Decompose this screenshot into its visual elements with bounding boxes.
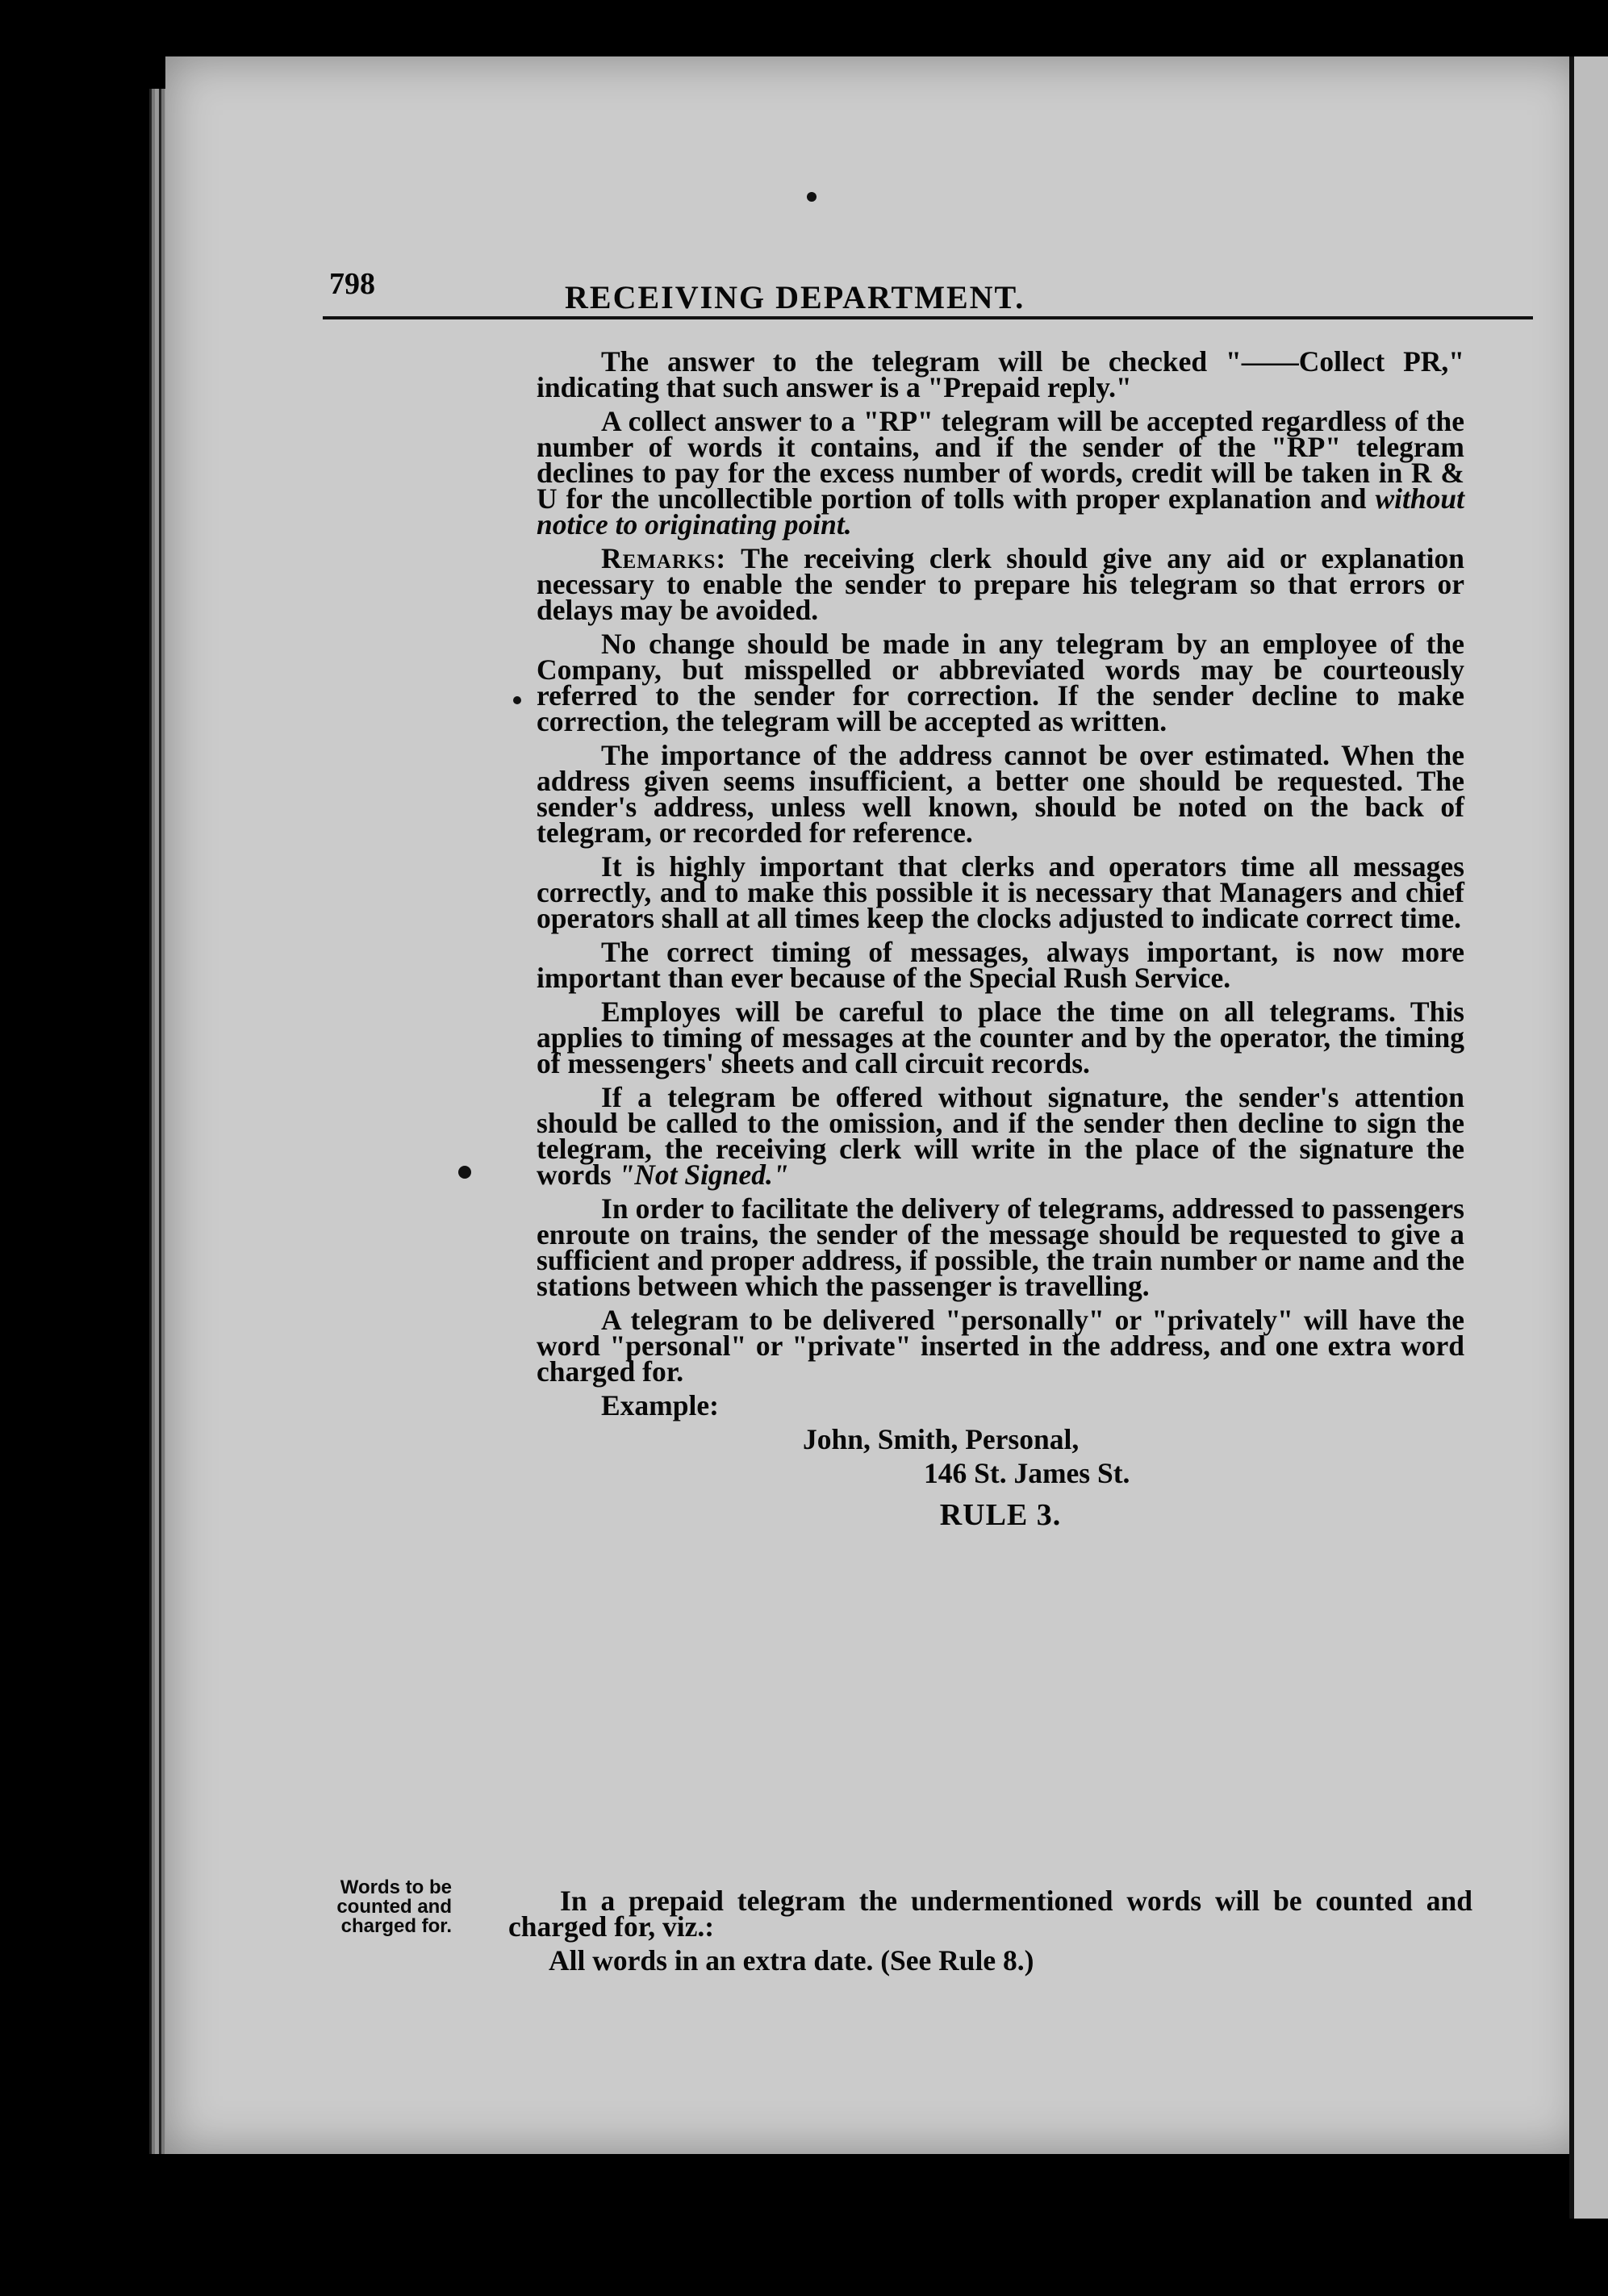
paragraph-signature-italic: "Not Signed." (618, 1158, 789, 1191)
paragraph-address-importance: The importance of the address cannot be over estimated. When the address given seems insufficient, a better one should be requested. The sender's address, unless well known, should be noted on the back of telegram, or recorded for reference. (537, 739, 1464, 849)
running-head: RECEIVING DEPARTMENT. (565, 279, 1025, 315)
rule-3-intro: In a prepaid telegram the undermentioned words will be counted and charged for, viz.: (508, 1885, 1472, 1943)
rule-3-item-extra-date: All words in an extra date. (See Rule 8.) (549, 1944, 1034, 1977)
remarks-text: The receiving clerk should give any aid or explanation necessary to enable the sender to prepare his telegram so that errors or delays may be avoided. (537, 542, 1464, 626)
paragraph-passengers: In order to facilitate the delivery of telegrams, addressed to passengers enroute on trains, the sender of the message should be requested to give a sufficient and proper address, if possible, the train number or name and the stations between which the passenger is travelling. (537, 1192, 1464, 1302)
example-address-line-1: John, Smith, Personal, (803, 1423, 1080, 1455)
margin-note: Words to be counted and charged for. (336, 1876, 452, 1937)
paragraph-signature (537, 1081, 1464, 1191)
paragraph-personal: A telegram to be delivered "personally" or "privately" will have the word "personal" or "private" inserted in the address, and one extra word charged for. (537, 1304, 1464, 1388)
example-address-line-2: 146 St. James St. (924, 1457, 1130, 1489)
paragraph-employes: Employes will be careful to place the time on all telegrams. This applies to timing of messages at the counter and by the operator, the timing of messengers' sheets and call circuit records. (537, 996, 1464, 1079)
body-text (537, 345, 1464, 1544)
paragraph-remarks (537, 542, 1464, 626)
dust-speck (458, 1166, 471, 1179)
paragraph-signature-text: If a telegram be offered without signature, the sender's attention should be called to the omission, and if the sender then decline to sign the telegram, the receiving clerk will write in the place of the signature the words (537, 1081, 1464, 1191)
page-number: 798 (329, 267, 375, 301)
paragraph-rp-answer-text: A collect answer to a "RP" telegram will be accepted regardless of the number of words it contains, and if the sender of the "RP" telegram declines to pay for the excess number of words, credit will be taken in R & U for the uncollectible portion of tolls with proper explanation and (537, 405, 1464, 515)
paragraph-collect-pr: The answer to the telegram will be checked "——Collect PR," indicating that such answer is a "Prepaid reply." (537, 345, 1464, 403)
paragraph-timing: It is highly important that clerks and operators time all messages correctly, and to make this possible it is necessary that Managers and chief operators shall at all times keep the clocks adjusted to indicate correct time. (537, 850, 1464, 934)
paragraph-no-change: No change should be made in any telegram by an employee of the Company, but misspelled or abbreviated words may be courteously referred to the sender for correction. If the sender decline to make correction, the telegram will be accepted as written. (537, 628, 1464, 737)
paragraph-rp-answer (537, 405, 1464, 541)
paragraph-correct-timing: The correct timing of messages, always important, is now more important than ever because of the Special Rush Service. (537, 936, 1464, 994)
paragraph-rp-answer-italic: without notice to originating point. (537, 482, 1464, 541)
dust-speck (513, 696, 521, 704)
header-rule (323, 316, 1533, 319)
rule-3-body (508, 1885, 1472, 1981)
remarks-label: Remarks: (601, 542, 727, 574)
rule-3-heading: RULE 3. (939, 1498, 1062, 1532)
dust-speck (807, 192, 817, 202)
example-label: Example: (601, 1389, 719, 1421)
